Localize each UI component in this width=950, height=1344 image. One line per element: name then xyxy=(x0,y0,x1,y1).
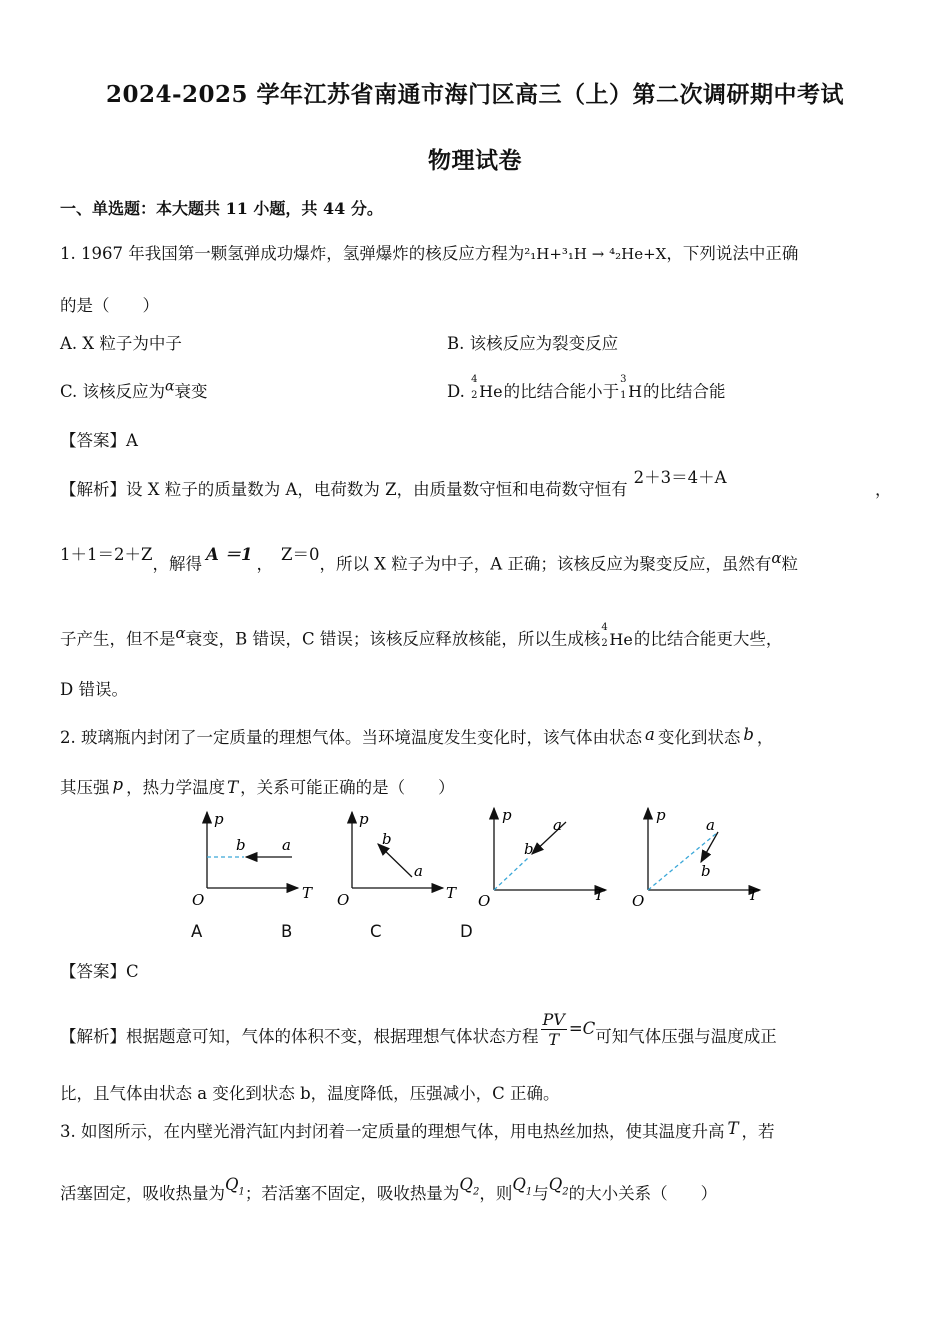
atomic-number: 2 xyxy=(601,637,608,649)
point-b: b xyxy=(701,862,711,880)
q1-analysis-text: 【解析】设 X 粒子的质量数为 A，电荷数为 Z，由质量数守恒和电荷数守恒有 xyxy=(60,480,628,499)
atomic-number: 1 xyxy=(620,390,627,401)
helium-nuclide xyxy=(471,374,503,401)
element-symbol: H xyxy=(628,382,643,401)
q2-stem-text-d: ，热力学温度 xyxy=(126,778,226,797)
alpha-symbol: α xyxy=(771,549,782,567)
heat-q2 xyxy=(548,1175,569,1198)
graph-label-d: D xyxy=(460,922,473,941)
q1-analysis-line1 xyxy=(60,468,892,500)
q1-analysis-text-3b: 衰变，B 错误，C 错误；该核反应释放核能，所以生成核 xyxy=(185,629,601,649)
origin: O xyxy=(192,891,205,909)
q1-analysis-line2 xyxy=(60,544,799,575)
comma: ， xyxy=(256,554,273,574)
q-letter: Q xyxy=(459,1175,473,1194)
q1-option-b: B. 该核反应为裂变反应 xyxy=(447,334,619,353)
state-a: a xyxy=(645,725,655,744)
pressure-symbol: p xyxy=(112,775,124,794)
q2-analysis-line1 xyxy=(60,1010,777,1057)
temperature-symbol: T xyxy=(227,778,239,797)
heat-q2 xyxy=(459,1175,480,1198)
heat-q1 xyxy=(225,1175,245,1198)
heat-q1 xyxy=(512,1175,533,1198)
q1-stem-text-b: ，下列说法中正确 xyxy=(666,244,799,263)
axis-p: p xyxy=(359,810,369,828)
element-symbol: He xyxy=(609,629,633,649)
q2-stem-line1 xyxy=(60,724,773,748)
axis-p: p xyxy=(502,806,512,824)
q1-analysis-text-3a: 子产生，但不是 xyxy=(60,629,176,649)
graph-c xyxy=(478,806,606,910)
q1-analysis-text-2b: ，所以 X 粒子为中子，A 正确；该核反应为聚变反应，虽然有 xyxy=(319,554,772,574)
mass-number: 4 xyxy=(601,621,608,633)
q3-stem-text-e: ，则 xyxy=(479,1184,513,1203)
q1-stem-text: 1. 1967 年我国第一颗氢弹成功爆炸，氢弹爆炸的核反应方程为 xyxy=(60,244,525,263)
q1-analysis-line4: D 错误。 xyxy=(60,680,128,699)
origin: O xyxy=(478,892,491,910)
mass-number: 3 xyxy=(620,374,627,385)
graph-label-a: A xyxy=(191,922,203,941)
q2-analysis-text: 【解析】根据题意可知，气体的体积不变，根据理想气体状态方程 xyxy=(60,1027,539,1046)
point-b: b xyxy=(524,840,534,858)
q-letter: Q xyxy=(225,1175,239,1194)
point-a: a xyxy=(282,836,291,854)
q1-option-c xyxy=(60,378,208,402)
q1-eq-a: A ＝1 xyxy=(205,544,253,564)
q1-option-d-label: D. xyxy=(447,382,465,401)
axis-t: T xyxy=(446,884,457,902)
origin: O xyxy=(337,891,350,909)
fraction-rhs: =C xyxy=(568,1019,596,1038)
q3-stem-text-c: 活塞固定，吸收热量为 xyxy=(60,1184,225,1203)
q-subscript: 2 xyxy=(562,1186,569,1198)
page-subtitle: 物理试卷 xyxy=(428,147,522,174)
q1-stem-line2: 的是（ ） xyxy=(60,296,159,315)
q1-answer: 【答案】A xyxy=(60,431,138,450)
q1-equation: ²₁H+³₁H → ⁴₂He+X xyxy=(524,245,667,263)
q-subscript: 1 xyxy=(525,1186,533,1198)
origin: O xyxy=(632,892,645,910)
q1-analysis-line3 xyxy=(60,621,783,650)
q2-stem-text: 2. 玻璃瓶内封闭了一定质量的理想气体。当环境温度发生变化时，该气体由状态 xyxy=(60,728,642,747)
graph-b xyxy=(337,810,457,909)
temperature-symbol: T xyxy=(727,1119,739,1138)
q3-stem-line2 xyxy=(60,1175,718,1206)
point-a: a xyxy=(706,816,715,834)
tritium-nuclide xyxy=(620,374,643,401)
q1-eq-charge: 1＋1＝2＋Z xyxy=(60,544,153,564)
q1-option-d-text: 的比结合能小于 xyxy=(503,382,620,401)
element-symbol: He xyxy=(479,382,503,401)
state-b: b xyxy=(743,725,754,744)
q1-option-c-text: C. 该核反应为 xyxy=(60,382,166,401)
q3-stem-text-g: 的大小关系（ ） xyxy=(568,1184,718,1203)
fraction-numerator: PV xyxy=(542,1010,565,1029)
page-title: 2024-2025 学年江苏省南通市海门区高三（上）第二次调研期中考试 xyxy=(105,81,845,108)
point-b: b xyxy=(236,836,246,854)
alpha-symbol: α xyxy=(165,378,175,395)
q-subscript: 1 xyxy=(238,1186,245,1198)
axis-t: T xyxy=(748,886,759,904)
alpha-symbol: α xyxy=(175,624,186,642)
comma: ， xyxy=(875,480,892,499)
section-heading: 一、单选题：本大题共 11 小题，共 44 分。 xyxy=(60,199,383,218)
point-b: b xyxy=(382,830,392,848)
q1-analysis-text-2c: 粒 xyxy=(781,554,799,574)
q1-analysis-text-3c: 的比结合能更大些， xyxy=(633,629,783,649)
q2-analysis-text-b: 可知气体压强与温度成正 xyxy=(595,1027,777,1046)
axis-t: T xyxy=(302,884,313,902)
q2-stem-text-e: ，关系可能正确的是（ ） xyxy=(240,778,455,797)
q2-graphs xyxy=(180,802,780,912)
graph-a xyxy=(192,810,313,909)
q1-eq-z: Z＝0 xyxy=(281,544,320,564)
q3-stem-text-b: ，若 xyxy=(741,1122,775,1141)
q3-stem-text-f: 与 xyxy=(532,1184,549,1203)
graph-label-b: B xyxy=(281,922,293,941)
point-a: a xyxy=(414,862,423,880)
q1-option-d xyxy=(447,374,726,402)
mass-number: 4 xyxy=(471,374,478,385)
q-letter: Q xyxy=(512,1175,526,1194)
axis-t: T xyxy=(594,886,605,904)
q2-answer: 【答案】C xyxy=(60,962,139,981)
q1-analysis-text-2a: ，解得 xyxy=(152,554,202,574)
q2-analysis-line2: 比，且气体由状态 a 变化到状态 b，温度降低，压强减小，C 正确。 xyxy=(60,1084,560,1103)
q2-stem-text-b: 变化到状态 xyxy=(657,728,741,747)
q2-stem-line2 xyxy=(60,774,455,798)
fraction-denominator: T xyxy=(548,1030,559,1049)
q1-option-d-text-b: 的比结合能 xyxy=(643,382,726,401)
comma: ， xyxy=(756,728,774,747)
q1-stem-line1 xyxy=(60,240,798,264)
graph-d xyxy=(632,806,760,910)
q3-stem-text-d: ；若活塞不固定，吸收热量为 xyxy=(244,1184,460,1203)
ideal-gas-fraction xyxy=(541,1010,567,1049)
helium-nuclide xyxy=(601,621,633,649)
q3-stem-line1 xyxy=(60,1118,775,1142)
q1-option-a: A. X 粒子为中子 xyxy=(60,334,182,353)
q3-stem-text: 3. 如图所示，在内壁光滑汽缸内封闭着一定质量的理想气体，用电热丝加热，使其温度升高 xyxy=(60,1122,725,1141)
q1-option-c-text-b: 衰变 xyxy=(174,382,208,401)
q2-stem-text-c: 其压强 xyxy=(60,778,110,797)
q-letter: Q xyxy=(548,1175,563,1194)
q1-analysis-equation: 2＋3＝4＋A xyxy=(633,468,727,487)
graph-label-c: C xyxy=(370,922,382,941)
q-subscript: 2 xyxy=(472,1186,480,1198)
axis-p: p xyxy=(214,810,224,828)
atomic-number: 2 xyxy=(471,390,478,401)
point-a: a xyxy=(553,816,562,834)
axis-p: p xyxy=(656,806,666,824)
